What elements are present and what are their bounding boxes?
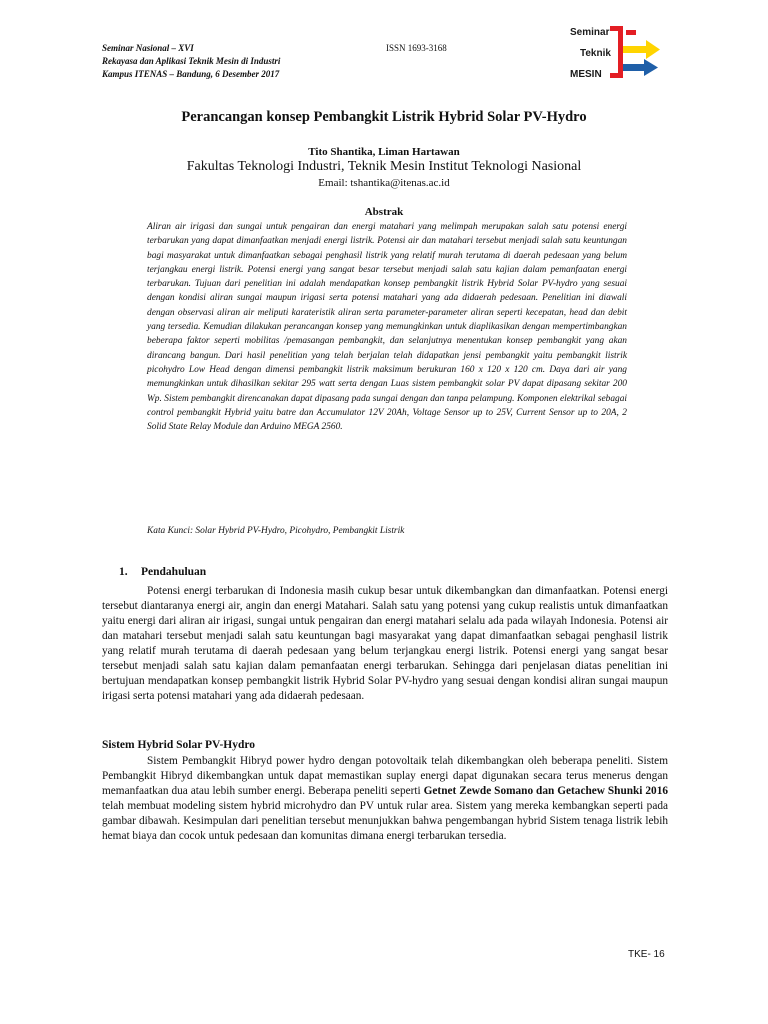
logo-word-mesin: MESIN xyxy=(570,69,602,80)
author-email: Email: tshantika@itenas.ac.id xyxy=(318,177,450,189)
section-heading-pendahuluan xyxy=(119,566,206,578)
conference-subtitle: Rekayasa dan Aplikasi Teknik Mesin di Industri xyxy=(102,56,281,66)
abstract-heading: Abstrak xyxy=(364,206,404,218)
section-hybrid-text xyxy=(102,754,668,844)
logo-word-teknik: Teknik xyxy=(580,48,611,59)
paper-title: Perancangan konsep Pembangkit Listrik Hybrid Solar PV-Hydro xyxy=(181,109,587,125)
abstract-text: Aliran air irigasi dan sungai untuk pengairan dan energi matahari yang melimpah merupakan salah satu potensi energi terbarukan yang dapat dimanfaatkan menjadi energi listrik. Potensi air dan matahari tersebut menjadi salah satu keuntungan bagi masyarakat untuk dimanfaatkan sebagai penghasil listrik yang relatif murah terutama di daerah pedesaan yang belum terjangkau energi listrik. Potensi energi yang sangat besar tersebut menjadi salah satu kajian dalam pemanfaatan energi terbarukan. Tujuan dari penelitian ini adalah mendapatkan konsep pembangkit listrik Hybrid Solar PV-hydro yang sesuai dengan kondisi aliran sungai maupun irigasi serta potensi matahari yang ada didaerah pedesaan. Penelitian ini diawali dengan observasi aliran air meliputi karateristik aliran serta parameter-parameter aliran seperti kecepatan, head dan debit yang tersedia. Kemudian dilakukan perancangan konsep yang memungkinkan untuk diaplikasikan dengan mempertimbangkan beberapa faktor seperti mobilitas /pemasangan pembangkit, dan selanjutnya menentukan konsep pembangkit yang akan dirancang bangun. Dari hasil penelitian yang telah berjalan telah didapatkan jensi pembangkit yaitu pembangkit listrik picohydro Low Head dengan dimensi pembangkit listrik maksimum berukuran 160 x 120 x 120 cm. Daya dari air yang memungkinkan untuk dihasilkan sekitar 295 watt serta dengan Luas sistem pembangkit solar PV dapat dipasang sekitar 200 Wp. Sistem pembangkit direncanakan dapat dipasang pada sungai dengan dan tanpa pelampung. Komponen elektrikal sebagai control pembangkit Hybrid yaitu batre dan Accumulator 12V 20Ah, Voltage Sensor up to 25V, Current Sensor up to 20A, 2 Solid State Relay Module dan Arduino MEGA 2560. xyxy=(147,222,627,433)
paper-authors: Tito Shantika, Liman Hartawan xyxy=(308,146,460,158)
issn-number: ISSN 1693-3168 xyxy=(386,43,447,53)
section-number: 1. xyxy=(119,566,128,578)
citation-authors: Getnet Zewde Somano dan Getachew Shunki 2016 xyxy=(423,785,668,797)
conference-venue: Kampus ITENAS – Bandung, 6 Desember 2017 xyxy=(102,69,280,79)
paragraph-text-after: telah membuat modeling sistem hybrid microhydro dan PV untuk rular area. Sistem yang mereka kembangkan seperti pada gambar dibawah. Kesimpulan dari penelitian tersebut menunjukkan bahwa pengembangan hybrid Sistem tenaga listrik lebih hemat biaya dan cocok untuk pedesaan dan komunitas dimana energi terbarukan tersedia. xyxy=(102,800,668,842)
page-number: TKE- 16 xyxy=(628,949,665,960)
keywords: Kata Kunci: Solar Hybrid PV-Hydro, Picohydro, Pembangkit Listrik xyxy=(147,526,405,536)
seminar-teknik-mesin-logo xyxy=(566,24,670,86)
section-heading-hybrid: Sistem Hybrid Solar PV-Hydro xyxy=(102,739,256,751)
section-pendahuluan-text xyxy=(102,584,668,704)
paragraph-text-before: Sistem Pembangkit Hibryd power hydro dengan potovoltaik telah dikembangkan oleh beberapa peneliti. Sistem Pembangkit Hibryd dikembangkan untuk dapat memastikan suplay energi dapat digunakan secara terus menerus dengan memanfaatkan dua atau lebih sumber energi. Beberapa peneliti seperti xyxy=(102,755,668,797)
conference-header xyxy=(102,42,280,81)
paper-affiliation: Fakultas Teknologi Industri, Teknik Mesin Institut Teknologi Nasional xyxy=(186,159,582,174)
section-title: Pendahuluan xyxy=(141,566,207,578)
conference-name: Seminar Nasional – XVI xyxy=(102,43,194,53)
logo-word-seminar: Seminar xyxy=(570,27,610,38)
paragraph-text: Potensi energi terbarukan di Indonesia masih cukup besar untuk dikembangkan dan dimanfaatkan. Potensi energi tersebut diantaranya energi air, angin dan energi Matahari. Salah satu yang potensi yang cukup realistis untuk dimanfaatkan yaitu energi dari aliran air irigasi, sungai untuk pengairan dan energi matahari selalu ada pada wilayah Indonesia. Potensi air dan matahari tersebut menjadi salah satu keuntungan bagi masyarakat yang dapat dimanfaatkan sebagai penghasil listrik yang relatif murah terutama di daerah pedesaan yang belum terjangkau energi listrik. Potensi energi yang sangat besar tersebut menjadi salah satu kajian dalam pemanfaatan energi terbarukan. Sehingga dari penjelasan diatas penelitian ini bertujuan mendapatkan konsep pembangkit listrik Hybrid Solar PV-hydro yang sesuai dengan kondisi aliran sungai maupun irigasi serta potensi matahari yang ada didaerah pedesaan. xyxy=(102,585,668,702)
